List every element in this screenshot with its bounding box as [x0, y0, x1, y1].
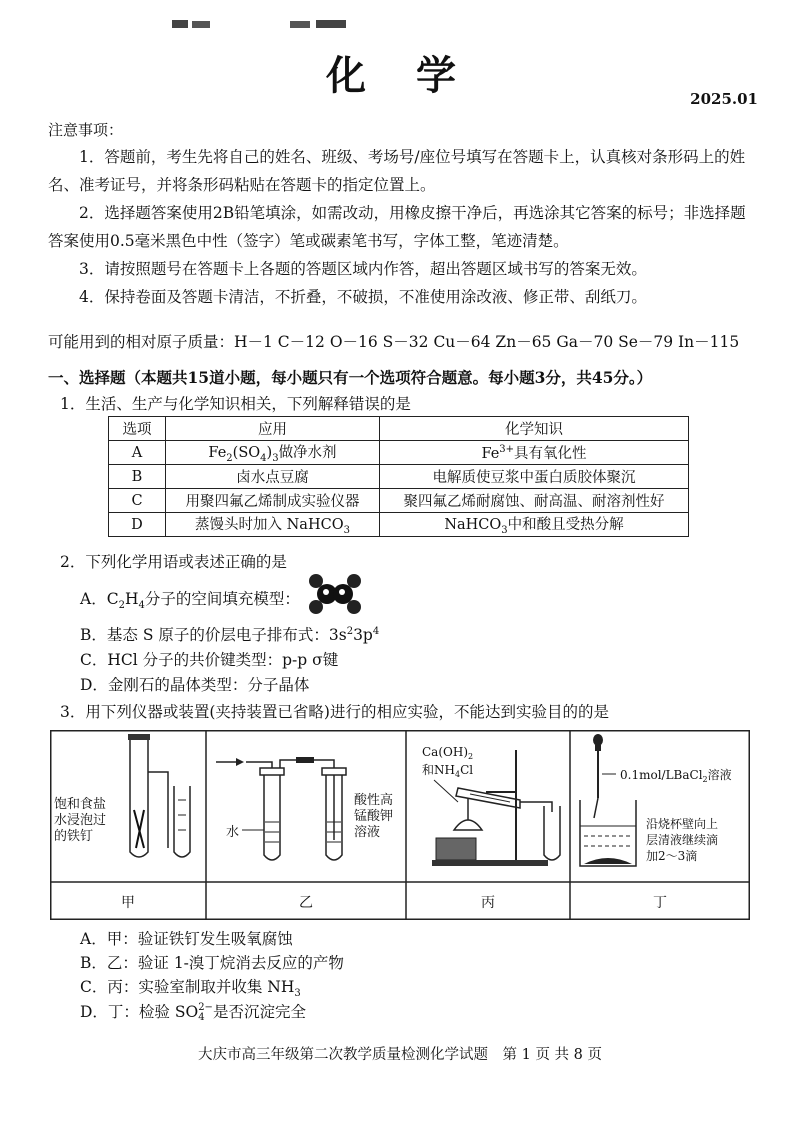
row-application: 蒸馒头时加入 NaHCO$_3$ [166, 513, 380, 537]
yi-text-2: 锰酸钾 [354, 809, 394, 824]
q2-option-c: C．HCl 分子的共价键类型：p-p σ键 [80, 651, 339, 669]
apparatus-ding [580, 734, 732, 866]
q2-option-d: D．金刚石的晶体类型：分子晶体 [80, 676, 310, 694]
table-row [109, 513, 689, 537]
page-title: 化 学 [326, 52, 474, 99]
exam-date: 2025.01 [690, 90, 758, 108]
ding-text-2: 层清液继续滴 [646, 833, 719, 847]
bing-reagent-2: 和$NH_4Cl$ [422, 763, 474, 779]
atomic-masses: 可能用到的相对原子质量：H－1 C－12 O－16 S－32 Cu－64 Zn－65 Ga－70 Se－79 In－115 [48, 333, 740, 351]
apparatus-bing [422, 745, 560, 866]
yi-water-label: 水 [226, 825, 240, 840]
label-jia: 甲 [121, 895, 135, 911]
header-application: 应用 [166, 417, 380, 441]
yi-text-1: 酸性高 [354, 793, 394, 808]
label-yi: 乙 [299, 895, 313, 911]
q1-table [108, 416, 689, 537]
yi-text-3: 溶液 [354, 825, 381, 840]
jia-text-2: 水浸泡过 [54, 813, 107, 828]
row-knowledge: 聚四氟乙烯耐腐蚀、耐高温、耐溶剂性好 [380, 489, 689, 513]
ding-text-3: 加2～3滴 [646, 849, 698, 863]
label-bing: 丙 [481, 895, 495, 911]
apparatus-jia [54, 734, 190, 857]
table-header-row [109, 417, 689, 441]
table-row [109, 465, 689, 489]
table-row [109, 441, 689, 465]
row-knowledge: $Fe^{3+}$具有氧化性 [380, 441, 689, 465]
notice-heading: 注意事项： [48, 121, 124, 139]
section-1-heading: 一、选择题（本题共15道小题，每小题只有一个选项符合题意。每小题3分，共45分。） [48, 368, 653, 387]
notice-item-1: 1．答题前，考生先将自己的姓名、班级、考场号/座位号填写在答题卡上，认真核对条形码上的姓名、准考证号，并将条形码粘贴在答题卡的指定位置上。 [48, 148, 746, 194]
table-row [109, 489, 689, 513]
q3-option-d: D．丁：检验 SO 2− 4 是否沉淀完全 [80, 1002, 306, 1023]
notice-item-3: 3．请按照题号在答题卡上各题的答题区域内作答，超出答题区域书写的答案无效。 [79, 260, 647, 278]
row-knowledge: NaHCO$_3$中和酸且受热分解 [380, 513, 689, 537]
header-option: 选项 [109, 417, 166, 441]
page-footer: 大庆市高三年级第二次教学质量检测化学试题 第 1 页 共 8 页 [198, 1047, 602, 1063]
header-knowledge: 化学知识 [380, 417, 689, 441]
q3-option-a: A．甲：验证铁钉发生吸氧腐蚀 [80, 930, 293, 948]
q3-option-c: C．丙：实验室制取并收集 $NH_3$ [80, 978, 301, 1000]
notice-item-2: 2．选择题答案使用2B铅笔填涂，如需改动，用橡皮擦干净后，再选涂其它答案的标号；非选择题答案使用0.5毫米黑色中性（签字）笔或碳素笔书写，字体工整，笔迹清楚。 [48, 204, 746, 250]
q2-option-a: A．$C_2H_4$分子的空间填充模型： [80, 590, 300, 612]
q3-option-b: B．乙：验证 1-溴丁烷消去反应的产物 [80, 954, 344, 972]
row-option: C [109, 489, 166, 513]
row-knowledge: 电解质使豆浆中蛋白质胶体聚沉 [380, 465, 689, 489]
q2-stem: 2．下列化学用语或表述正确的是 [60, 553, 287, 571]
label-ding: 丁 [653, 895, 667, 911]
scan-artifact [170, 18, 420, 30]
ding-text-1: 沿烧杯壁向上 [646, 817, 719, 831]
row-option: A [109, 441, 166, 465]
apparatus-yi [216, 757, 393, 860]
row-application: $Fe_2(SO_4)_3$做净水剂 [166, 441, 380, 465]
q1-stem: 1．生活、生产与化学知识相关，下列解释错误的是 [60, 395, 411, 413]
row-application: 卤水点豆腐 [166, 465, 380, 489]
row-application: 用聚四氟乙烯制成实验仪器 [166, 489, 380, 513]
q2-option-b: B．基态 S 原子的价层电子排布式：$3s^23p^4$ [80, 625, 380, 644]
ethylene-space-filling-model [306, 573, 364, 615]
jia-text-1: 饱和食盐 [54, 797, 107, 812]
jia-text-3: 的铁钉 [54, 829, 94, 844]
q3-apparatus-figure [50, 730, 750, 920]
row-option: D [109, 513, 166, 537]
q3-stem: 3．用下列仪器或装置(夹持装置已省略)进行的相应实验，不能达到实验目的的是 [60, 703, 609, 721]
bing-reagent-1: $Ca(OH)_2$ [422, 745, 474, 761]
notice-item-4: 4．保持卷面及答题卡清洁，不折叠，不破损，不准使用涂改液、修正带、刮纸刀。 [79, 288, 647, 306]
row-option: B [109, 465, 166, 489]
ding-reagent: 0.1mol/LBaCl$_2$溶液 [620, 768, 732, 784]
